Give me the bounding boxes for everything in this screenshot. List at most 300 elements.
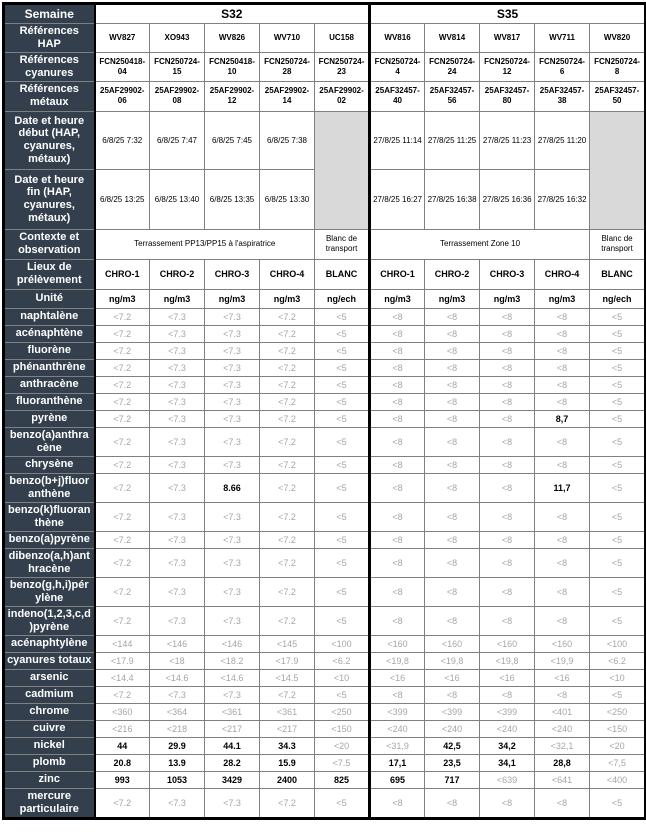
ref-row-cyanures [4, 52, 646, 81]
value-cell: 42,5 [425, 737, 480, 754]
location-cell: CHRO-2 [425, 259, 480, 289]
date-cell: 6/8/25 7:32 [95, 111, 150, 169]
value-cell: <160 [480, 635, 535, 652]
analyte-name: benzo(a)anthracène [4, 427, 95, 456]
value-cell: <399 [370, 703, 425, 720]
value-cell: <8 [425, 531, 480, 548]
value-cell: <7.2 [260, 308, 315, 325]
week-row [4, 4, 646, 24]
value-cell: 28,8 [535, 754, 590, 771]
analyte-name: dibenzo(a,h)anthracène [4, 548, 95, 577]
value-cell: <7.2 [95, 606, 150, 635]
value-cell: <7.2 [95, 473, 150, 502]
analyte-name: chrysène [4, 456, 95, 473]
value-cell: <8 [425, 456, 480, 473]
date-cell: 27/8/25 16:32 [535, 169, 590, 229]
ref-cell: 25AF29902-08 [150, 81, 205, 111]
value-cell: <641 [535, 771, 590, 788]
value-cell: <7.2 [95, 342, 150, 359]
value-cell: <7.3 [150, 325, 205, 342]
ref-cell: XO943 [150, 24, 205, 53]
value-cell: 717 [425, 771, 480, 788]
value-cell: <5 [590, 308, 646, 325]
analyte-name: arsenic [4, 669, 95, 686]
value-cell: <8 [535, 359, 590, 376]
date-cell: 27/8/25 16:27 [370, 169, 425, 229]
analyte-row [4, 577, 646, 606]
value-cell: <8 [425, 548, 480, 577]
analyte-name: nickel [4, 737, 95, 754]
value-cell: <5 [590, 531, 646, 548]
analyte-name: plomb [4, 754, 95, 771]
context-cell: Blanc de transport [590, 229, 646, 259]
value-cell: <8 [370, 502, 425, 531]
ref-cell: WV817 [480, 24, 535, 53]
value-cell: <5 [315, 456, 370, 473]
analyte-name: fluorène [4, 342, 95, 359]
value-cell: 28.2 [205, 754, 260, 771]
value-cell: <6.2 [315, 652, 370, 669]
value-cell: <8 [425, 342, 480, 359]
value-cell: <8 [535, 577, 590, 606]
value-cell: <100 [590, 635, 646, 652]
value-cell: <8 [370, 410, 425, 427]
value-cell: <5 [590, 606, 646, 635]
unit-cell: ng/m3 [95, 289, 150, 308]
ref-cell: FCN250724-4 [370, 52, 425, 81]
value-cell: 2400 [260, 771, 315, 788]
ref-cell: WV826 [205, 24, 260, 53]
value-cell: <5 [590, 410, 646, 427]
value-cell: <7.2 [95, 531, 150, 548]
value-cell: <7.2 [260, 606, 315, 635]
value-cell: <7.3 [150, 502, 205, 531]
value-cell: <8 [370, 342, 425, 359]
value-cell: <217 [205, 720, 260, 737]
date-cell: 6/8/25 13:40 [150, 169, 205, 229]
ref-cell: FCN250724-12 [480, 52, 535, 81]
unit-cell: ng/ech [315, 289, 370, 308]
value-cell: <7.3 [150, 427, 205, 456]
value-cell: <7.3 [150, 410, 205, 427]
value-cell: <160 [425, 635, 480, 652]
value-cell: <5 [315, 342, 370, 359]
value-cell: <7.2 [260, 376, 315, 393]
value-cell: <8 [535, 686, 590, 703]
value-cell: 34.3 [260, 737, 315, 754]
analyte-name: benzo(g,h,i)pérylène [4, 577, 95, 606]
ref-cell: WV814 [425, 24, 480, 53]
value-cell: <7.2 [95, 548, 150, 577]
value-cell: <8 [480, 376, 535, 393]
date-cell: 27/8/25 16:38 [425, 169, 480, 229]
value-cell: <8 [480, 359, 535, 376]
ref-cell: 25AF32457-56 [425, 81, 480, 111]
value-cell: <8 [425, 606, 480, 635]
value-cell: <20 [590, 737, 646, 754]
location-cell: BLANC [315, 259, 370, 289]
analyte-row [4, 635, 646, 652]
location-row [4, 259, 646, 289]
date-cell: 6/8/25 7:38 [260, 111, 315, 169]
analyte-row [4, 686, 646, 703]
value-cell: <5 [590, 686, 646, 703]
value-cell: <400 [590, 771, 646, 788]
ref-cell: 25AF32457-38 [535, 81, 590, 111]
value-cell: <8 [480, 393, 535, 410]
analyte-row [4, 788, 646, 818]
value-cell: <8 [480, 427, 535, 456]
value-cell: <240 [480, 720, 535, 737]
value-cell: 8,7 [535, 410, 590, 427]
unit-cell: ng/m3 [535, 289, 590, 308]
value-cell: <7.2 [95, 686, 150, 703]
value-cell: <7.2 [260, 577, 315, 606]
location-cell: CHRO-4 [535, 259, 590, 289]
value-cell: 34,2 [480, 737, 535, 754]
value-cell: <8 [535, 606, 590, 635]
ref-cell: WV816 [370, 24, 425, 53]
ref-cell: FCN250724-23 [315, 52, 370, 81]
analyte-row [4, 548, 646, 577]
location-row-label: Lieux de prélèvement [4, 259, 95, 289]
results-table-body [4, 4, 646, 819]
value-cell: <7.2 [95, 427, 150, 456]
value-cell: <8 [535, 456, 590, 473]
value-cell: <8 [480, 788, 535, 818]
value-cell: 8.66 [205, 473, 260, 502]
value-cell: <7.2 [260, 325, 315, 342]
value-cell: 23,5 [425, 754, 480, 771]
ref-cell: 25AF32457-80 [480, 81, 535, 111]
value-cell: <360 [95, 703, 150, 720]
value-cell: <8 [425, 427, 480, 456]
value-cell: <7.2 [95, 393, 150, 410]
ref-cell: FCN250724-6 [535, 52, 590, 81]
analyte-name: benzo(k)fluoranthène [4, 502, 95, 531]
value-cell: <7.3 [205, 359, 260, 376]
value-cell: <5 [590, 393, 646, 410]
value-cell: <7.3 [205, 393, 260, 410]
value-cell: <14.4 [95, 669, 150, 686]
analyte-name: cyanures totaux [4, 652, 95, 669]
ref-cell: FCN250724-24 [425, 52, 480, 81]
analyte-row [4, 393, 646, 410]
date-row-label: Date et heure début (HAP, cyanures, métaux) [4, 111, 95, 169]
location-cell: CHRO-2 [150, 259, 205, 289]
value-cell: 29.9 [150, 737, 205, 754]
ref-cell: FCN250724-28 [260, 52, 315, 81]
analyte-name: acénaphtène [4, 325, 95, 342]
value-cell: <8 [480, 473, 535, 502]
value-cell: <7.3 [150, 359, 205, 376]
unit-cell: ng/m3 [480, 289, 535, 308]
analyte-row [4, 652, 646, 669]
value-cell: <7.3 [205, 456, 260, 473]
date-row-label: Date et heure fin (HAP, cyanures, métaux) [4, 169, 95, 229]
value-cell: <7.2 [95, 325, 150, 342]
value-cell: <5 [590, 376, 646, 393]
value-cell: 44 [95, 737, 150, 754]
value-cell: <240 [370, 720, 425, 737]
unit-cell: ng/m3 [205, 289, 260, 308]
ref-row-label: Références métaux [4, 81, 95, 111]
value-cell: <7.2 [95, 376, 150, 393]
value-cell: <8 [370, 577, 425, 606]
value-cell: <7.3 [205, 531, 260, 548]
value-cell: <364 [150, 703, 205, 720]
value-cell: <7.2 [95, 502, 150, 531]
context-cell: Blanc de transport [315, 229, 370, 259]
results-table [2, 2, 646, 820]
value-cell: <8 [480, 606, 535, 635]
analyte-row [4, 456, 646, 473]
value-cell: <8 [370, 686, 425, 703]
value-cell: <7.2 [95, 577, 150, 606]
ref-cell: WV827 [95, 24, 150, 53]
value-cell: 825 [315, 771, 370, 788]
location-cell: CHRO-3 [480, 259, 535, 289]
value-cell: <5 [315, 376, 370, 393]
value-cell: <8 [425, 788, 480, 818]
analyte-name: cuivre [4, 720, 95, 737]
analyte-row [4, 531, 646, 548]
value-cell: <7.3 [150, 308, 205, 325]
value-cell: 15.9 [260, 754, 315, 771]
value-cell: <8 [370, 359, 425, 376]
value-cell: <5 [315, 393, 370, 410]
value-cell: <32,1 [535, 737, 590, 754]
value-cell: <7.2 [260, 686, 315, 703]
week-cell: S35 [370, 4, 646, 24]
value-cell: <8 [425, 686, 480, 703]
analyte-row [4, 376, 646, 393]
value-cell: <7.3 [150, 456, 205, 473]
value-cell: <5 [315, 427, 370, 456]
analyte-row [4, 359, 646, 376]
value-cell: <160 [535, 635, 590, 652]
analyte-name: benzo(a)pyrène [4, 531, 95, 548]
analyte-name: anthracène [4, 376, 95, 393]
value-cell: <8 [480, 410, 535, 427]
value-cell: <7.3 [205, 548, 260, 577]
value-cell: <217 [260, 720, 315, 737]
value-cell: <146 [205, 635, 260, 652]
value-cell: 34,1 [480, 754, 535, 771]
value-cell: <8 [535, 393, 590, 410]
ref-cell: 25AF32457-40 [370, 81, 425, 111]
analyte-name: naphtalène [4, 308, 95, 325]
value-cell: <8 [425, 393, 480, 410]
value-cell: <8 [425, 473, 480, 502]
value-cell: <8 [425, 359, 480, 376]
analyte-name: mercure particulaire [4, 788, 95, 818]
analyte-row [4, 308, 646, 325]
value-cell: <5 [315, 548, 370, 577]
unit-cell: ng/m3 [370, 289, 425, 308]
value-cell: <7.3 [150, 577, 205, 606]
value-cell: <7.3 [150, 606, 205, 635]
value-cell: <8 [370, 308, 425, 325]
value-cell: <216 [95, 720, 150, 737]
ref-cell: 25AF29902-06 [95, 81, 150, 111]
value-cell: 17,1 [370, 754, 425, 771]
ref-cell: WV820 [590, 24, 646, 53]
analyte-name: pyrène [4, 410, 95, 427]
unit-row [4, 289, 646, 308]
ref-cell: WV711 [535, 24, 590, 53]
value-cell: <361 [205, 703, 260, 720]
context-cell: Terrassement PP13/PP15 à l'aspiratrice [95, 229, 315, 259]
value-cell: <5 [590, 548, 646, 577]
analyte-name: phénanthrène [4, 359, 95, 376]
semaine-label: Semaine [4, 4, 95, 24]
value-cell: <5 [315, 410, 370, 427]
value-cell: <7.3 [205, 308, 260, 325]
value-cell: <8 [535, 502, 590, 531]
value-cell: <8 [370, 427, 425, 456]
value-cell: <150 [590, 720, 646, 737]
value-cell: 44.1 [205, 737, 260, 754]
value-cell: <14.5 [260, 669, 315, 686]
value-cell: <8 [370, 456, 425, 473]
value-cell: <7.3 [205, 427, 260, 456]
value-cell: <145 [260, 635, 315, 652]
value-cell: <250 [315, 703, 370, 720]
ref-cell: 25AF29902-12 [205, 81, 260, 111]
value-cell: <7.3 [205, 502, 260, 531]
date-cell: 27/8/25 11:25 [425, 111, 480, 169]
value-cell: <7.2 [95, 410, 150, 427]
value-cell: <5 [590, 342, 646, 359]
value-cell: <8 [370, 376, 425, 393]
analyte-name: benzo(b+j)fluoranthène [4, 473, 95, 502]
value-cell: 695 [370, 771, 425, 788]
analyte-row [4, 771, 646, 788]
value-cell: <7.2 [260, 548, 315, 577]
analyte-row [4, 606, 646, 635]
value-cell: <8 [425, 376, 480, 393]
context-cell: Terrassement Zone 10 [370, 229, 590, 259]
ref-row-label: Références HAP [4, 24, 95, 53]
location-cell: CHRO-1 [95, 259, 150, 289]
value-cell: <8 [535, 427, 590, 456]
value-cell: <7.3 [150, 376, 205, 393]
value-cell: <10 [315, 669, 370, 686]
value-cell: <18.2 [205, 652, 260, 669]
value-cell: <7.3 [150, 548, 205, 577]
date-cell: 6/8/25 13:30 [260, 169, 315, 229]
value-cell: <5 [590, 502, 646, 531]
value-cell: <5 [590, 427, 646, 456]
value-cell: 13.9 [150, 754, 205, 771]
value-cell: <8 [535, 308, 590, 325]
value-cell: <8 [535, 548, 590, 577]
value-cell: <7.3 [205, 686, 260, 703]
value-cell: <8 [480, 502, 535, 531]
value-cell: <5 [315, 686, 370, 703]
ref-row-metaux [4, 81, 646, 111]
analyte-row [4, 720, 646, 737]
value-cell: <7.3 [205, 325, 260, 342]
analyte-name: zinc [4, 771, 95, 788]
value-cell: <8 [370, 606, 425, 635]
value-cell: <14.6 [205, 669, 260, 686]
value-cell: <7.3 [205, 342, 260, 359]
date-cell: 6/8/25 7:45 [205, 111, 260, 169]
value-cell: <8 [535, 342, 590, 359]
value-cell: 1053 [150, 771, 205, 788]
value-cell: <8 [425, 308, 480, 325]
blank-sample-cell [315, 111, 370, 229]
value-cell: <5 [315, 473, 370, 502]
analyte-row [4, 410, 646, 427]
value-cell: <8 [480, 325, 535, 342]
value-cell: <8 [370, 473, 425, 502]
value-cell: <8 [535, 376, 590, 393]
unit-cell: ng/ech [590, 289, 646, 308]
ref-row-label: Références cyanures [4, 52, 95, 81]
ref-cell: WV710 [260, 24, 315, 53]
value-cell: <8 [535, 788, 590, 818]
context-row [4, 229, 646, 259]
analyte-row [4, 502, 646, 531]
value-cell: <7.2 [95, 788, 150, 818]
value-cell: <8 [535, 325, 590, 342]
analyte-row [4, 754, 646, 771]
value-cell: <19,8 [425, 652, 480, 669]
value-cell: <5 [590, 359, 646, 376]
value-cell: <8 [370, 393, 425, 410]
value-cell: <8 [425, 577, 480, 606]
value-cell: <7.2 [95, 359, 150, 376]
value-cell: <240 [535, 720, 590, 737]
value-cell: <5 [315, 531, 370, 548]
analyte-row [4, 342, 646, 359]
value-cell: <8 [370, 788, 425, 818]
value-cell: <7.2 [95, 308, 150, 325]
value-cell: <7.2 [260, 502, 315, 531]
value-cell: <7.3 [205, 410, 260, 427]
value-cell: <7.3 [205, 376, 260, 393]
analyte-row [4, 473, 646, 502]
unit-row-label: Unité [4, 289, 95, 308]
value-cell: <8 [370, 325, 425, 342]
value-cell: <5 [590, 325, 646, 342]
ref-cell: FCN250418-04 [95, 52, 150, 81]
value-cell: 3429 [205, 771, 260, 788]
value-cell: <7.2 [260, 410, 315, 427]
value-cell: <7.3 [205, 577, 260, 606]
analyte-name: acénaphtylène [4, 635, 95, 652]
value-cell: <7.2 [260, 359, 315, 376]
value-cell: <5 [315, 308, 370, 325]
date-cell: 6/8/25 13:25 [95, 169, 150, 229]
date-cell: 27/8/25 11:14 [370, 111, 425, 169]
value-cell: <7.3 [150, 531, 205, 548]
value-cell: <5 [590, 788, 646, 818]
analyte-name: cadmium [4, 686, 95, 703]
ref-cell: FCN250724-8 [590, 52, 646, 81]
value-cell: <19,8 [370, 652, 425, 669]
value-cell: <7.3 [150, 393, 205, 410]
value-cell: <7.3 [150, 342, 205, 359]
analyte-name: indeno(1,2,3,c,d)pyrène [4, 606, 95, 635]
value-cell: <5 [315, 788, 370, 818]
value-cell: <250 [590, 703, 646, 720]
date-cell: 6/8/25 7:47 [150, 111, 205, 169]
value-cell: <19,9 [535, 652, 590, 669]
